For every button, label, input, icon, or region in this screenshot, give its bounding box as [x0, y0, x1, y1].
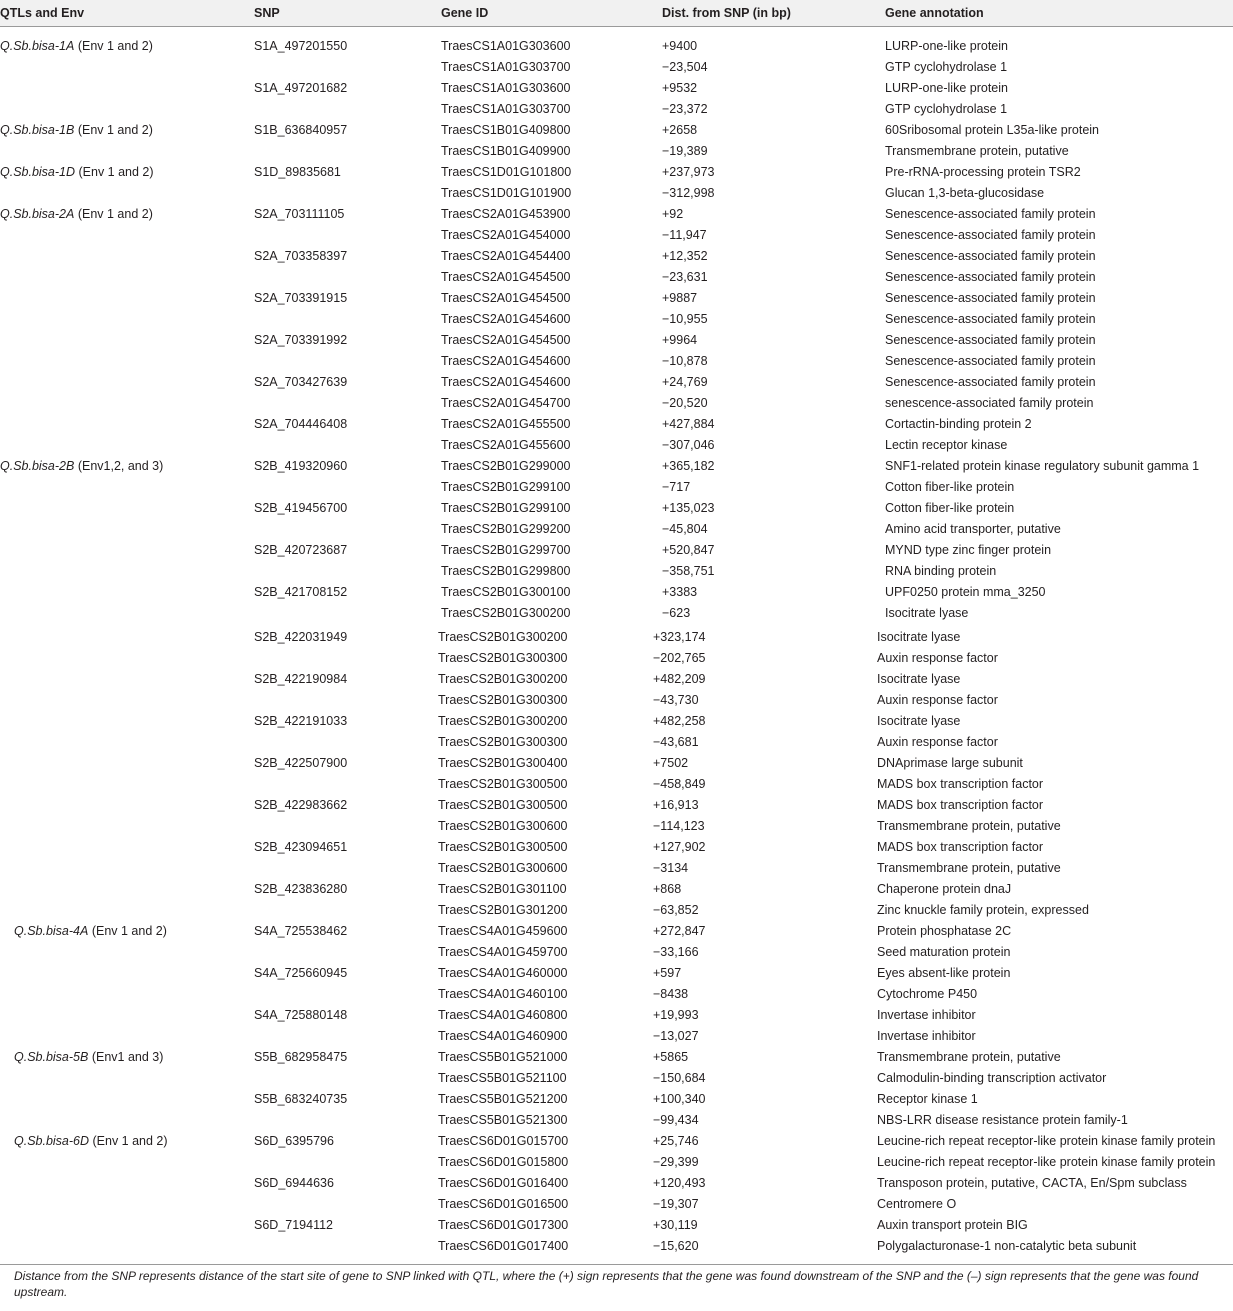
cell-gene-annotation: Invertase inhibitor [877, 1029, 976, 1043]
cell-gene-id: TraesCS5B01G521200 [438, 1092, 568, 1106]
cell-distance: −10,878 [662, 354, 708, 368]
table-row [0, 1131, 1233, 1152]
cell-distance: +127,902 [653, 840, 706, 854]
table-row [0, 1173, 1233, 1194]
cell-gene-id: TraesCS2B01G301200 [438, 903, 568, 917]
cell-gene-annotation: Receptor kinase 1 [877, 1092, 978, 1106]
cell-gene-annotation: LURP-one-like protein [885, 81, 1008, 95]
cell-gene-id: TraesCS2A01G454600 [441, 312, 571, 326]
table-row [0, 921, 1233, 942]
cell-snp: S2B_423836280 [254, 882, 348, 896]
cell-gene-annotation: Transmembrane protein, putative [877, 819, 1061, 833]
table-row [0, 690, 1233, 711]
cell-distance: −33,166 [653, 945, 699, 959]
cell-gene-annotation: Isocitrate lyase [877, 672, 961, 686]
cell-gene-annotation: Senescence-associated family protein [885, 333, 1096, 347]
cell-gene-id: TraesCS4A01G460000 [438, 966, 568, 980]
table-row [0, 288, 1233, 309]
qtl-name: Q.Sb.bisa-5B [14, 1050, 89, 1064]
cell-gene-id: TraesCS6D01G015700 [438, 1134, 569, 1148]
table-row [0, 963, 1233, 984]
cell-snp: S2B_419320960 [254, 459, 348, 473]
cell-snp: S5B_683240735 [254, 1092, 348, 1106]
table-row [0, 78, 1233, 99]
cell-distance: +9400 [662, 39, 698, 53]
cell-gene-annotation: Auxin response factor [877, 693, 998, 707]
cell-distance: −23,372 [662, 102, 708, 116]
table-header [0, 0, 1233, 27]
table-row [0, 1215, 1233, 1236]
cell-distance: +482,258 [653, 714, 706, 728]
table-row [0, 1005, 1233, 1026]
cell-gene-id: TraesCS2B01G300500 [438, 777, 568, 791]
cell-distance: +92 [662, 207, 684, 221]
cell-gene-annotation: Cotton fiber-like protein [885, 501, 1015, 515]
cell-distance: +100,340 [653, 1092, 706, 1106]
cell-gene-id: TraesCS6D01G016500 [438, 1197, 569, 1211]
qtl-env: (Env 1 and 2) [74, 39, 153, 53]
cell-gene-annotation: Auxin transport protein BIG [877, 1218, 1028, 1232]
cell-gene-id: TraesCS2B01G300300 [438, 651, 568, 665]
qtl-env: (Env1 and 3) [88, 1050, 164, 1064]
cell-distance: +120,493 [653, 1176, 706, 1190]
table-row [0, 711, 1233, 732]
table-row [0, 816, 1233, 837]
cell-snp: S1B_636840957 [254, 123, 348, 137]
table-row [0, 879, 1233, 900]
cell-gene-id: TraesCS6D01G016400 [438, 1176, 569, 1190]
cell-gene-id: TraesCS2B01G299700 [441, 543, 571, 557]
table-row [0, 837, 1233, 858]
cell-gene-id: TraesCS1D01G101900 [441, 186, 572, 200]
cell-snp: S2B_420723687 [254, 543, 348, 557]
cell-distance: −114,123 [653, 819, 705, 833]
table-row [0, 477, 1233, 498]
header-qtls-env: QTLs and Env [0, 6, 85, 20]
qtl-name: Q.Sb.bisa-1A [0, 39, 75, 53]
cell-gene-id: TraesCS2A01G454400 [441, 249, 571, 263]
cell-gene-id: TraesCS2B01G300200 [441, 606, 571, 620]
table-row [0, 183, 1233, 204]
cell-gene-id: TraesCS1A01G303700 [441, 60, 571, 74]
table-row [0, 456, 1233, 477]
cell-gene-annotation: Leucine-rich repeat receptor-like protein kinase family protein [877, 1155, 1216, 1169]
cell-distance: −99,434 [653, 1113, 699, 1127]
cell-gene-id: TraesCS2B01G299100 [441, 480, 571, 494]
table-row [0, 984, 1233, 1005]
header-snp: SNP [254, 6, 280, 20]
qtl-env: (Env 1 and 2) [75, 165, 154, 179]
cell-snp: S2A_703391992 [254, 333, 348, 347]
cell-snp: S1A_497201550 [254, 39, 348, 53]
cell-distance: −13,027 [653, 1029, 699, 1043]
cell-gene-id: TraesCS2B01G300300 [438, 693, 568, 707]
cell-distance: −19,307 [653, 1197, 699, 1211]
table-row [0, 1026, 1233, 1047]
cell-gene-annotation: Zinc knuckle family protein, expressed [877, 903, 1089, 917]
cell-gene-annotation: SNF1-related protein kinase regulatory subunit gamma 1 [885, 459, 1200, 473]
cell-distance: −23,631 [662, 270, 708, 284]
table-row [0, 36, 1233, 57]
table-row [0, 351, 1233, 372]
cell-gene-annotation: Transmembrane protein, putative [877, 861, 1061, 875]
cell-gene-id: TraesCS4A01G460900 [438, 1029, 568, 1043]
table-row [0, 267, 1233, 288]
cell-qtl-env [0, 120, 153, 141]
cell-gene-annotation: Senescence-associated family protein [885, 375, 1096, 389]
table-row [0, 540, 1233, 561]
cell-distance: +19,993 [653, 1008, 699, 1022]
cell-gene-annotation: DNAprimase large subunit [877, 756, 1023, 770]
cell-gene-annotation: Pre-rRNA-processing protein TSR2 [885, 165, 1081, 179]
table-row [0, 204, 1233, 225]
cell-gene-id: TraesCS2B01G300500 [438, 798, 568, 812]
cell-distance: +25,746 [653, 1134, 699, 1148]
cell-distance: −15,620 [653, 1239, 699, 1253]
table-row [0, 120, 1233, 141]
cell-qtl-env [14, 921, 167, 942]
cell-gene-id: TraesCS1B01G409900 [441, 144, 571, 158]
cell-distance: +597 [653, 966, 682, 980]
cell-snp: S6D_7194112 [254, 1218, 334, 1232]
cell-distance: +16,913 [653, 798, 699, 812]
table-row [0, 1110, 1233, 1131]
cell-gene-id: TraesCS2B01G299800 [441, 564, 571, 578]
cell-snp: S6D_6395796 [254, 1134, 334, 1148]
cell-gene-id: TraesCS2B01G300200 [438, 714, 568, 728]
cell-gene-annotation: Amino acid transporter, putative [885, 522, 1061, 536]
cell-gene-annotation: Auxin response factor [877, 735, 998, 749]
cell-gene-id: TraesCS2A01G454500 [441, 270, 571, 284]
cell-gene-annotation: Isocitrate lyase [877, 630, 961, 644]
table-row [0, 603, 1233, 624]
cell-gene-id: TraesCS2B01G299200 [441, 522, 571, 536]
cell-gene-id: TraesCS1D01G101800 [441, 165, 572, 179]
cell-gene-annotation: MADS box transcription factor [877, 798, 1044, 812]
cell-distance: +272,847 [653, 924, 706, 938]
cell-gene-id: TraesCS2B01G300500 [438, 840, 568, 854]
table-row [0, 330, 1233, 351]
cell-snp: S2A_703391915 [254, 291, 348, 305]
table-row [0, 309, 1233, 330]
cell-qtl-env [14, 1047, 163, 1068]
header-gene-annotation: Gene annotation [885, 6, 984, 20]
header-distance: Dist. from SNP (in bp) [662, 6, 791, 20]
cell-gene-id: TraesCS2B01G300200 [438, 630, 568, 644]
cell-distance: −43,730 [653, 693, 699, 707]
cell-gene-id: TraesCS4A01G459600 [438, 924, 568, 938]
cell-distance: +427,884 [662, 417, 715, 431]
cell-gene-annotation: MYND type zinc finger protein [885, 543, 1052, 557]
cell-gene-annotation: GTP cyclohydrolase 1 [885, 102, 1008, 116]
cell-distance: −312,998 [662, 186, 715, 200]
cell-gene-annotation: Eyes absent-like protein [877, 966, 1011, 980]
cell-distance: −11,947 [662, 228, 707, 242]
table-footnote: Distance from the SNP represents distance of the start site of gene to SNP linked with QTL, where the (+) sign represents that the gene was found downstream of the SNP and the (–) sign represents that the gene was found upstream. [14, 1269, 1199, 1299]
cell-snp: S2B_421708152 [254, 585, 348, 599]
cell-gene-annotation: MADS box transcription factor [877, 840, 1044, 854]
cell-qtl-env [0, 204, 153, 225]
cell-gene-id: TraesCS2A01G454700 [441, 396, 571, 410]
cell-gene-id: TraesCS2B01G300300 [438, 735, 568, 749]
cell-gene-id: TraesCS2A01G454500 [441, 333, 571, 347]
cell-distance: +12,352 [662, 249, 708, 263]
cell-gene-id: TraesCS6D01G017300 [438, 1218, 569, 1232]
cell-gene-id: TraesCS2A01G453900 [441, 207, 571, 221]
qtl-name: Q.Sb.bisa-2A [0, 207, 75, 221]
cell-distance: −307,046 [662, 438, 715, 452]
table-row [0, 393, 1233, 414]
cell-distance: +135,023 [662, 501, 715, 515]
cell-snp: S2A_703111105 [254, 207, 345, 221]
cell-distance: +323,174 [653, 630, 706, 644]
cell-gene-id: TraesCS2B01G300400 [438, 756, 568, 770]
cell-gene-annotation: Senescence-associated family protein [885, 207, 1096, 221]
cell-snp: S2B_422031949 [254, 630, 348, 644]
qtl-env: (Env 1 and 2) [89, 1134, 168, 1148]
cell-snp: S2A_703427639 [254, 375, 348, 389]
table-row [0, 795, 1233, 816]
table-row [0, 1047, 1233, 1068]
cell-distance: −29,399 [653, 1155, 699, 1169]
table-row [0, 942, 1233, 963]
cell-gene-id: TraesCS5B01G521300 [438, 1113, 568, 1127]
table-row [0, 648, 1233, 669]
cell-snp: S2B_419456700 [254, 501, 348, 515]
cell-gene-id: TraesCS6D01G015800 [438, 1155, 569, 1169]
cell-gene-annotation: senescence-associated family protein [885, 396, 1094, 410]
cell-gene-id: TraesCS2B01G300600 [438, 819, 568, 833]
cell-snp: S2B_422191033 [254, 714, 348, 728]
cell-distance: −23,504 [662, 60, 708, 74]
cell-distance: +30,119 [653, 1218, 698, 1232]
cell-gene-annotation: Cortactin-binding protein 2 [885, 417, 1032, 431]
cell-qtl-env [14, 1131, 168, 1152]
cell-gene-id: TraesCS2B01G299100 [441, 501, 571, 515]
cell-distance: −202,765 [653, 651, 706, 665]
cell-gene-annotation: Calmodulin-binding transcription activator [877, 1071, 1107, 1085]
table-row [0, 1089, 1233, 1110]
cell-gene-annotation: 60Sribosomal protein L35a-like protein [885, 123, 1100, 137]
qtl-env: (Env 1 and 2) [88, 924, 167, 938]
cell-gene-annotation: LURP-one-like protein [885, 39, 1008, 53]
cell-gene-annotation: Polygalacturonase-1 non-catalytic beta subunit [877, 1239, 1137, 1253]
cell-gene-annotation: RNA binding protein [885, 564, 997, 578]
cell-gene-annotation: Senescence-associated family protein [885, 228, 1096, 242]
cell-gene-id: TraesCS4A01G460800 [438, 1008, 568, 1022]
cell-distance: −10,955 [662, 312, 708, 326]
cell-gene-annotation: Senescence-associated family protein [885, 291, 1096, 305]
cell-gene-id: TraesCS2B01G299000 [441, 459, 571, 473]
header-gene-id: Gene ID [441, 6, 489, 20]
cell-distance: −43,681 [653, 735, 699, 749]
cell-gene-annotation: Invertase inhibitor [877, 1008, 976, 1022]
cell-snp: S5B_682958475 [254, 1050, 348, 1064]
cell-gene-annotation: Transmembrane protein, putative [885, 144, 1069, 158]
cell-gene-id: TraesCS1A01G303700 [441, 102, 571, 116]
table-row [0, 627, 1233, 648]
qtl-name: Q.Sb.bisa-4A [14, 924, 89, 938]
table-row [0, 753, 1233, 774]
cell-gene-annotation: Chaperone protein dnaJ [877, 882, 1012, 896]
table-row [0, 774, 1233, 795]
qtl-name: Q.Sb.bisa-1B [0, 123, 75, 137]
cell-gene-annotation: Protein phosphatase 2C [877, 924, 1012, 938]
cell-distance: +7502 [653, 756, 689, 770]
cell-gene-annotation: Isocitrate lyase [885, 606, 969, 620]
cell-snp: S2B_423094651 [254, 840, 348, 854]
table-row [0, 1068, 1233, 1089]
table-row [0, 372, 1233, 393]
cell-gene-annotation: Senescence-associated family protein [885, 312, 1096, 326]
cell-distance: +482,209 [653, 672, 706, 686]
cell-distance: −3134 [653, 861, 689, 875]
cell-gene-annotation: Isocitrate lyase [877, 714, 961, 728]
cell-distance: −458,849 [653, 777, 706, 791]
cell-snp: S2B_422507900 [254, 756, 348, 770]
table-row [0, 732, 1233, 753]
cell-distance: −20,520 [662, 396, 708, 410]
cell-gene-annotation: Seed maturation protein [877, 945, 1011, 959]
table-row [0, 498, 1233, 519]
cell-gene-annotation: Centromere O [877, 1197, 957, 1211]
table-row [0, 435, 1233, 456]
cell-distance: −45,804 [662, 522, 708, 536]
table-row [0, 1236, 1233, 1257]
cell-gene-id: TraesCS1A01G303600 [441, 81, 571, 95]
cell-gene-annotation: NBS-LRR disease resistance protein family-1 [877, 1113, 1128, 1127]
cell-gene-id: TraesCS2A01G454600 [441, 354, 571, 368]
table-row [0, 900, 1233, 921]
table-bottom-rule [0, 1264, 1233, 1265]
cell-snp: S6D_6944636 [254, 1176, 334, 1190]
cell-distance: −8438 [653, 987, 689, 1001]
cell-distance: +5865 [653, 1050, 689, 1064]
cell-gene-annotation: Leucine-rich repeat receptor-like protein kinase family protein [877, 1134, 1216, 1148]
cell-distance: +520,847 [662, 543, 715, 557]
cell-snp: S2A_703358397 [254, 249, 348, 263]
cell-gene-id: TraesCS6D01G017400 [438, 1239, 569, 1253]
qtl-env: (Env1,2, and 3) [74, 459, 164, 473]
table-row [0, 57, 1233, 78]
table-row [0, 669, 1233, 690]
qtl-name: Q.Sb.bisa-2B [0, 459, 75, 473]
table-row [0, 141, 1233, 162]
table-row [0, 519, 1233, 540]
cell-distance: +9887 [662, 291, 698, 305]
table-row [0, 225, 1233, 246]
cell-distance: −717 [662, 480, 691, 494]
cell-gene-annotation: Transposon protein, putative, CACTA, En/Spm subclass [877, 1176, 1187, 1190]
cell-gene-annotation: Cotton fiber-like protein [885, 480, 1015, 494]
cell-distance: +868 [653, 882, 682, 896]
cell-gene-annotation: Lectin receptor kinase [885, 438, 1008, 452]
cell-gene-id: TraesCS2B01G301100 [438, 882, 567, 896]
qtl-name: Q.Sb.bisa-6D [14, 1134, 90, 1148]
cell-gene-id: TraesCS1A01G303600 [441, 39, 571, 53]
cell-snp: S1D_89835681 [254, 165, 341, 179]
cell-gene-annotation: Senescence-associated family protein [885, 354, 1096, 368]
cell-snp: S4A_725660945 [254, 966, 348, 980]
cell-gene-annotation: GTP cyclohydrolase 1 [885, 60, 1008, 74]
table-row [0, 1194, 1233, 1215]
cell-distance: +24,769 [662, 375, 708, 389]
cell-snp: S2B_422190984 [254, 672, 348, 686]
cell-qtl-env [0, 162, 154, 183]
qtl-env: (Env 1 and 2) [74, 123, 153, 137]
cell-distance: +9964 [662, 333, 698, 347]
qtl-env: (Env 1 and 2) [74, 207, 153, 221]
cell-gene-id: TraesCS5B01G521100 [438, 1071, 567, 1085]
cell-gene-annotation: Cytochrome P450 [877, 987, 978, 1001]
cell-gene-id: TraesCS5B01G521000 [438, 1050, 568, 1064]
cell-gene-id: TraesCS4A01G459700 [438, 945, 568, 959]
table-row [0, 414, 1233, 435]
cell-gene-id: TraesCS4A01G460100 [438, 987, 568, 1001]
cell-distance: +2658 [662, 123, 698, 137]
cell-distance: −623 [662, 606, 691, 620]
table-row [0, 246, 1233, 267]
table-row [0, 1152, 1233, 1173]
cell-gene-id: TraesCS2A01G455600 [441, 438, 571, 452]
cell-distance: −19,389 [662, 144, 708, 158]
table-row [0, 561, 1233, 582]
cell-snp: S2B_422983662 [254, 798, 348, 812]
cell-gene-id: TraesCS1B01G409800 [441, 123, 571, 137]
cell-distance: +9532 [662, 81, 698, 95]
cell-snp: S1A_497201682 [254, 81, 348, 95]
qtl-name: Q.Sb.bisa-1D [0, 165, 76, 179]
cell-gene-annotation: Senescence-associated family protein [885, 249, 1096, 263]
cell-gene-id: TraesCS2A01G455500 [441, 417, 571, 431]
cell-distance: +365,182 [662, 459, 715, 473]
cell-distance: −63,852 [653, 903, 699, 917]
cell-gene-annotation: Auxin response factor [877, 651, 998, 665]
table-row [0, 858, 1233, 879]
cell-gene-annotation: Transmembrane protein, putative [877, 1050, 1061, 1064]
cell-gene-annotation: UPF0250 protein mma_3250 [885, 585, 1046, 599]
cell-gene-annotation: Glucan 1,3-beta-glucosidase [885, 186, 1045, 200]
cell-gene-annotation: MADS box transcription factor [877, 777, 1044, 791]
cell-gene-annotation: Senescence-associated family protein [885, 270, 1096, 284]
table-row [0, 582, 1233, 603]
table-row [0, 99, 1233, 120]
cell-snp: S2A_704446408 [254, 417, 348, 431]
table-row [0, 162, 1233, 183]
cell-distance: +3383 [662, 585, 698, 599]
cell-qtl-env [0, 456, 163, 477]
cell-gene-id: TraesCS2A01G454000 [441, 228, 571, 242]
cell-distance: −358,751 [662, 564, 715, 578]
cell-gene-id: TraesCS2A01G454500 [441, 291, 571, 305]
cell-gene-id: TraesCS2B01G300200 [438, 672, 568, 686]
cell-distance: +237,973 [662, 165, 715, 179]
cell-snp: S4A_725880148 [254, 1008, 348, 1022]
cell-gene-id: TraesCS2B01G300600 [438, 861, 568, 875]
cell-qtl-env [0, 36, 153, 57]
cell-gene-id: TraesCS2A01G454600 [441, 375, 571, 389]
cell-gene-id: TraesCS2B01G300100 [441, 585, 571, 599]
cell-distance: −150,684 [653, 1071, 706, 1085]
cell-snp: S4A_725538462 [254, 924, 348, 938]
